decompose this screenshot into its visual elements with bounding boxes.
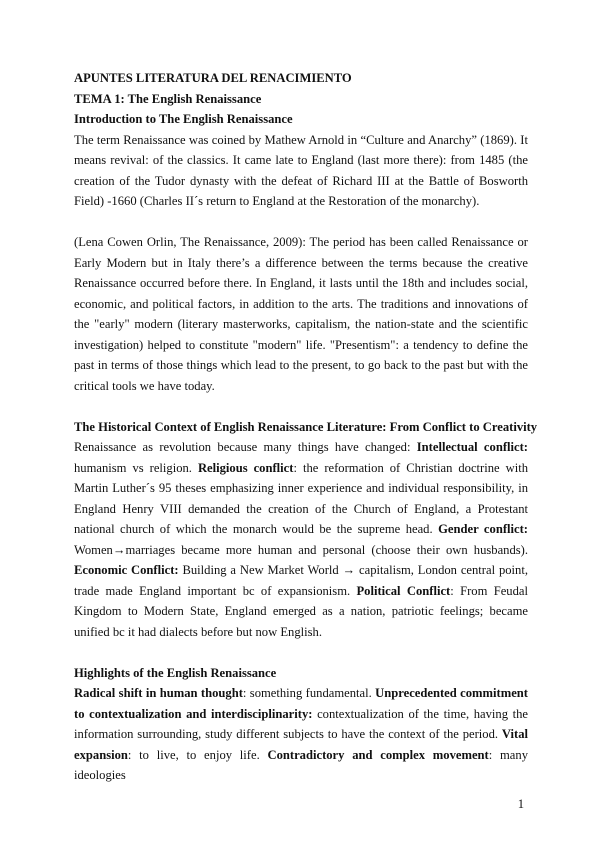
topic-heading: TEMA 1: The English Renaissance (74, 91, 262, 106)
historical-heading: The Historical Context of English Renaissance Literature: From Conflict to Creativity (74, 419, 538, 434)
bold-term: Radical shift in human thought (74, 686, 243, 700)
text-run: Building a New Market World → capitalism, London central point, trade made England important bc of expansionism. (74, 563, 528, 598)
document-page (74, 68, 538, 786)
text-run: : something fundamental. (242, 686, 376, 700)
page-number: 1 (517, 797, 524, 811)
document-title: APUNTES LITERATURA DEL RENACIMIENTO (74, 71, 352, 85)
spacer (74, 642, 528, 663)
bold-term: Contradictory and complex movement (267, 747, 489, 762)
bold-term: Religious conflict (197, 460, 294, 475)
highlights-heading: Highlights of the English Renaissance (74, 665, 277, 680)
intro-heading: Introduction to The English Renaissance (74, 112, 293, 126)
text-run: : From Feudal Kingdom to Modern State, England emerged as a nation, patriotic feelings; became unified bc it had dialects before but now English. (74, 583, 528, 639)
bold-term: Intellectual conflict: (416, 440, 528, 454)
text-run: humanism vs religion. (74, 460, 198, 475)
text-run: contextualization of the time, having the information surrounding, study different subjects to have the context of the period. (74, 706, 529, 741)
text-run: Women→marriages became more human and personal (choose their own husbands). (74, 542, 528, 557)
spacer (74, 212, 528, 233)
text-run: : many ideologies (74, 747, 528, 782)
bold-term: Political Conflict (356, 583, 451, 598)
bold-term: Vital expansion (74, 727, 528, 762)
text-run: Renaissance as revolution because many things have changed: (74, 440, 417, 454)
highlights-paragraph (74, 683, 528, 786)
bold-term: Unprecedented commitment to contextualization and interdisciplinarity: (74, 686, 529, 721)
intro-paragraph-1: The term Renaissance was coined by Mathew Arnold in “Culture and Anarchy” (1869). It means revival: of the classics. It came late to England (last more there): from 1485 (the creation of the Tudor dynasty with the defeat of Richard III at the Battle of Bosworth Field) -1660 (Charles II´s return to England at the Restoration of the monarchy). (74, 132, 528, 208)
text-run: : the reformation of Christian doctrine with Martin Luther´s 95 theses emphasizing inner experience and individual responsibility, in England Henry VIII demanded the creation of the Church of England, a Protestant national church of which the monarch would be the supreme head. (74, 460, 528, 536)
intro-paragraph-2: (Lena Cowen Orlin, The Renaissance, 2009): The period has been called Renaissance or Early Modern but in Italy there’s a difference between the terms because the creative Renaissance occurred before there. In England, it lasts until the 18th and includes social, economic, and political factors, in addition to the arts. The traditions and innovations of the "early" modern (literary masterworks, capitalism, the nation-state and the scientific investigation) helped to constitute "modern" life. "Presentism": a tendency to define the past in terms of those things which lead to the present, to go back to the past but with the critical tools we have today. (74, 235, 528, 393)
bold-term: Gender conflict: (438, 522, 528, 536)
text-run: : to live, to enjoy life. (127, 747, 268, 762)
spacer (74, 396, 528, 417)
bold-term: Economic Conflict: (74, 563, 179, 577)
historical-paragraph (74, 437, 528, 642)
